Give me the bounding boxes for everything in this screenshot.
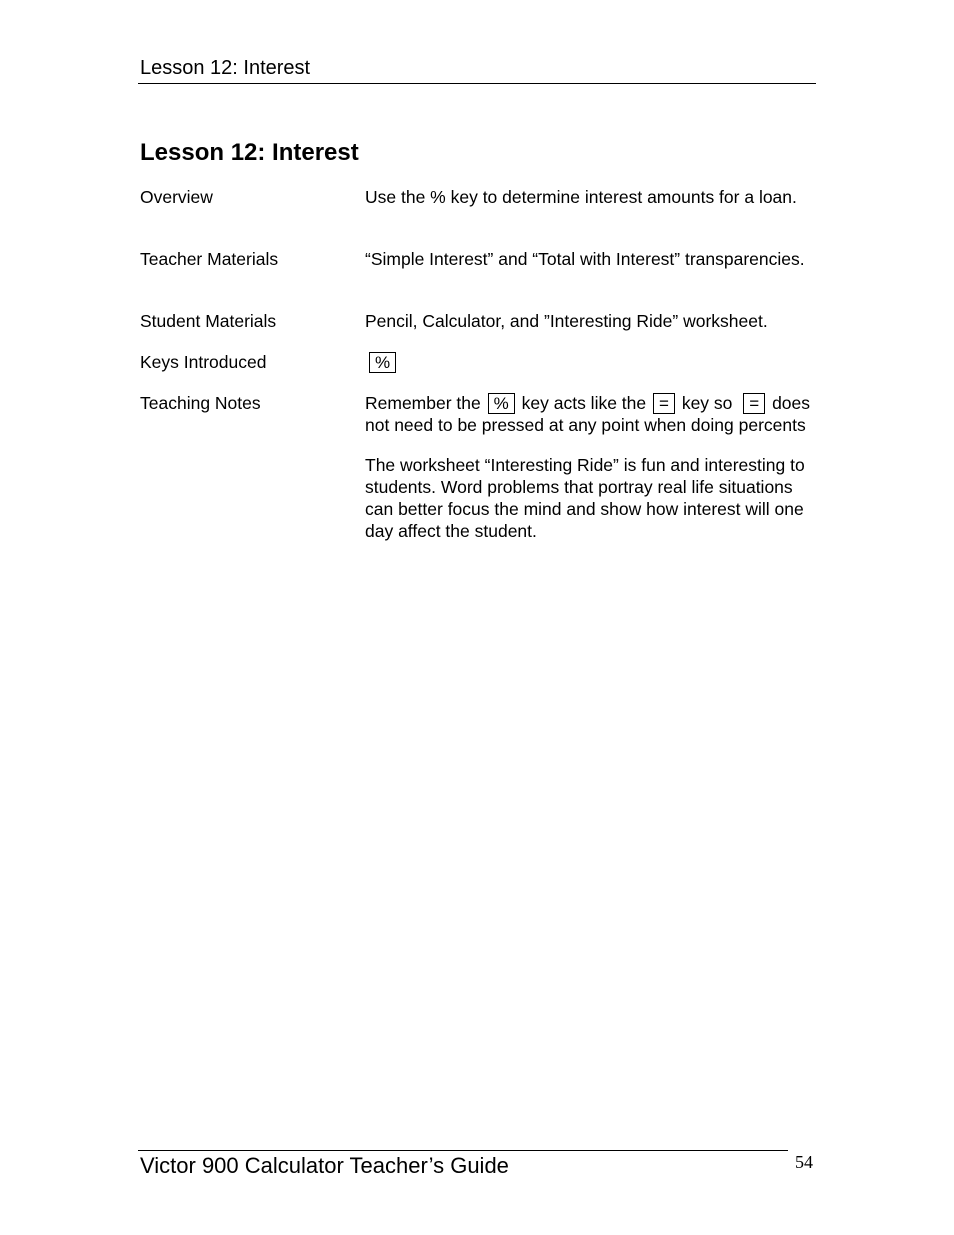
student-materials-text: Pencil, Calculator, and ”Interesting Ride” worksheet. [365, 311, 768, 331]
footer-guide-title: Victor 900 Calculator Teacher’s Guide [140, 1153, 509, 1178]
footer-rule [138, 1150, 788, 1151]
keys-introduced-label: Keys Introduced [140, 352, 267, 372]
running-header: Lesson 12: Interest [138, 56, 816, 84]
teacher-materials-text: “Simple Interest” and “Total with Interest” transparencies. [365, 249, 805, 269]
keys-introduced-content [365, 351, 815, 373]
teaching-notes-content [365, 392, 815, 542]
page-number: 54 [795, 1152, 813, 1172]
equals-key: = [743, 393, 765, 414]
overview-label: Overview [140, 187, 213, 207]
note1-part2: key acts like the [521, 393, 647, 413]
teaching-notes-label: Teaching Notes [140, 393, 261, 413]
note1-part4: does not need to be pressed at any point when doing percents [365, 393, 811, 435]
teaching-note-1 [365, 392, 815, 436]
teaching-note-2: The worksheet “Interesting Ride” is fun and interesting to students. Word problems that portray real life situations can better focus the mind and show how interest will one day affect the student. [365, 455, 805, 541]
note1-part1: Remember the [365, 393, 481, 413]
teacher-materials-label: Teacher Materials [140, 249, 279, 269]
percent-key: % [369, 352, 396, 373]
note1-part3: key so [681, 393, 733, 413]
page-title: Lesson 12: Interest [140, 139, 359, 166]
student-materials-label: Student Materials [140, 311, 277, 331]
overview-text: Use the % key to determine interest amounts for a loan. [365, 187, 797, 207]
percent-key: % [488, 393, 515, 414]
equals-key: = [653, 393, 675, 414]
